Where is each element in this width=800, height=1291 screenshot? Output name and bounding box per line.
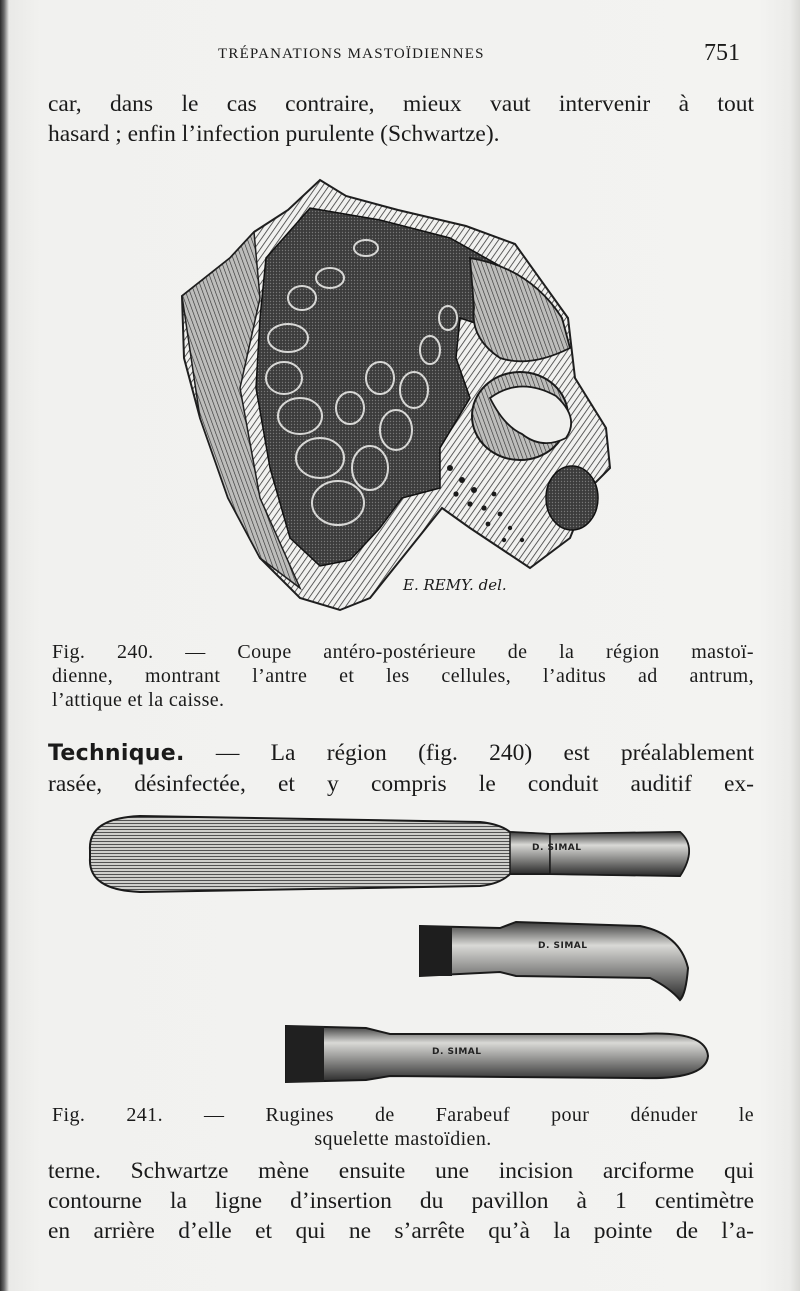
illustrator-signature: E. REMY. del. [403,576,507,594]
text-line: contourne la ligne d’insertion du pavillon à 1 centimètre [48,1188,754,1214]
heading-line-text: — La région (fig. 240) est préalablement [184,740,754,766]
raspatory-1 [90,816,689,892]
paragraph-3 [48,1156,754,1246]
caption-line: Fig. 241. — Rugines de Farabeuf pour dénuder le [52,1104,754,1126]
caption-line: dienne, montrant l’antre et les cellules, l’aditus ad antrum, [52,665,754,687]
section-heading: Technique. [48,741,185,766]
maker-stamp: D. SIMAL [538,941,588,951]
text-line [48,738,754,769]
figure-240-caption [52,640,754,712]
text-line: hasard ; enfin l’infection purulente (Schwartze). [48,121,500,147]
raspatory-3 [286,1026,708,1082]
figure-241-caption [52,1103,754,1151]
page-number: 751 [704,40,740,66]
page-header [0,40,800,72]
caption-line: squelette mastoïdien. [314,1128,492,1150]
caption-line: l’attique et la caisse. [52,689,225,711]
text-line: rasée, désinfectée, et y compris le conduit auditif ex- [48,771,754,797]
text-line: car, dans le cas contraire, mieux vaut intervenir à tout [48,91,754,117]
maker-stamp: D. SIMAL [432,1047,482,1057]
running-title: TRÉPANATIONS MASTOÏDIENNES [218,46,485,62]
text-line: terne. Schwartze mène ensuite une incision arciforme qui [48,1158,754,1184]
paragraph-1 [48,89,754,149]
mastoid-section-illustration [170,168,620,618]
paragraph-2 [48,738,754,799]
raspatories-illustration [80,808,720,1098]
text-line: en arrière d’elle et qui ne s’arrête qu’à la pointe de l’a- [48,1218,754,1244]
maker-stamp: D. SIMAL [532,843,582,853]
caption-line: Fig. 240. — Coupe antéro-postérieure de la région mastoï- [52,641,754,663]
raspatory-2 [420,922,688,1000]
